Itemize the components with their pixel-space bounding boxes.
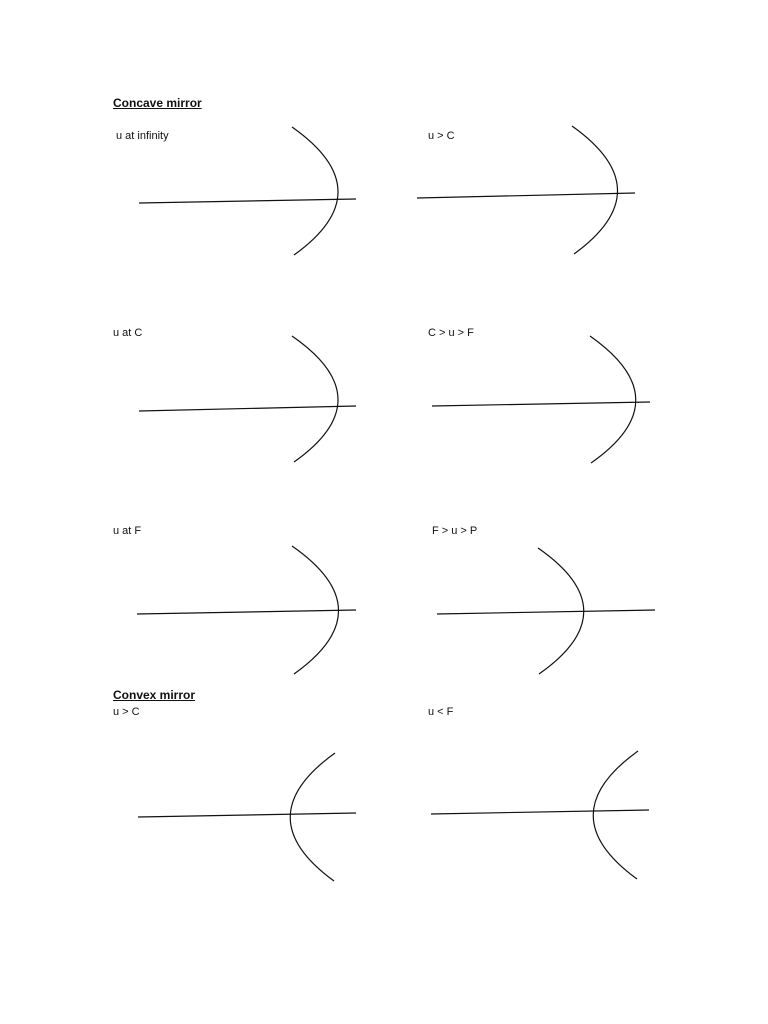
concave-mirror-curve xyxy=(292,127,338,255)
principal-axis xyxy=(432,402,650,406)
diagram-2 xyxy=(417,126,635,254)
case-label-8: u < F xyxy=(428,706,454,718)
case-label-4: C > u > F xyxy=(428,327,474,339)
concave-mirror-curve xyxy=(292,336,338,462)
principal-axis xyxy=(431,810,649,814)
diagram-1 xyxy=(139,127,356,255)
case-label-6: F > u > P xyxy=(432,525,478,537)
diagram-3 xyxy=(139,336,356,462)
principal-axis xyxy=(437,610,655,614)
principal-axis xyxy=(139,199,356,203)
principal-axis xyxy=(417,193,635,198)
diagram-5 xyxy=(137,546,356,674)
concave-mirror-heading: Concave mirror xyxy=(113,96,202,110)
principal-axis xyxy=(138,813,356,817)
principal-axis xyxy=(137,610,356,614)
diagram-6 xyxy=(437,548,655,674)
convex-mirror-curve xyxy=(593,751,638,879)
concave-mirror-curve xyxy=(572,126,618,254)
diagram-4 xyxy=(432,336,650,463)
case-label-1: u at infinity xyxy=(116,130,169,142)
concave-mirror-curve xyxy=(590,336,636,463)
diagram-7 xyxy=(138,753,356,881)
convex-mirror-curve xyxy=(290,753,335,881)
case-label-2: u > C xyxy=(428,130,455,142)
case-label-3: u at C xyxy=(113,327,143,339)
diagram-8 xyxy=(431,751,649,879)
principal-axis xyxy=(139,406,356,411)
case-label-7: u > C xyxy=(113,706,140,718)
case-label-5: u at F xyxy=(113,525,142,537)
convex-mirror-heading: Convex mirror xyxy=(113,688,196,702)
